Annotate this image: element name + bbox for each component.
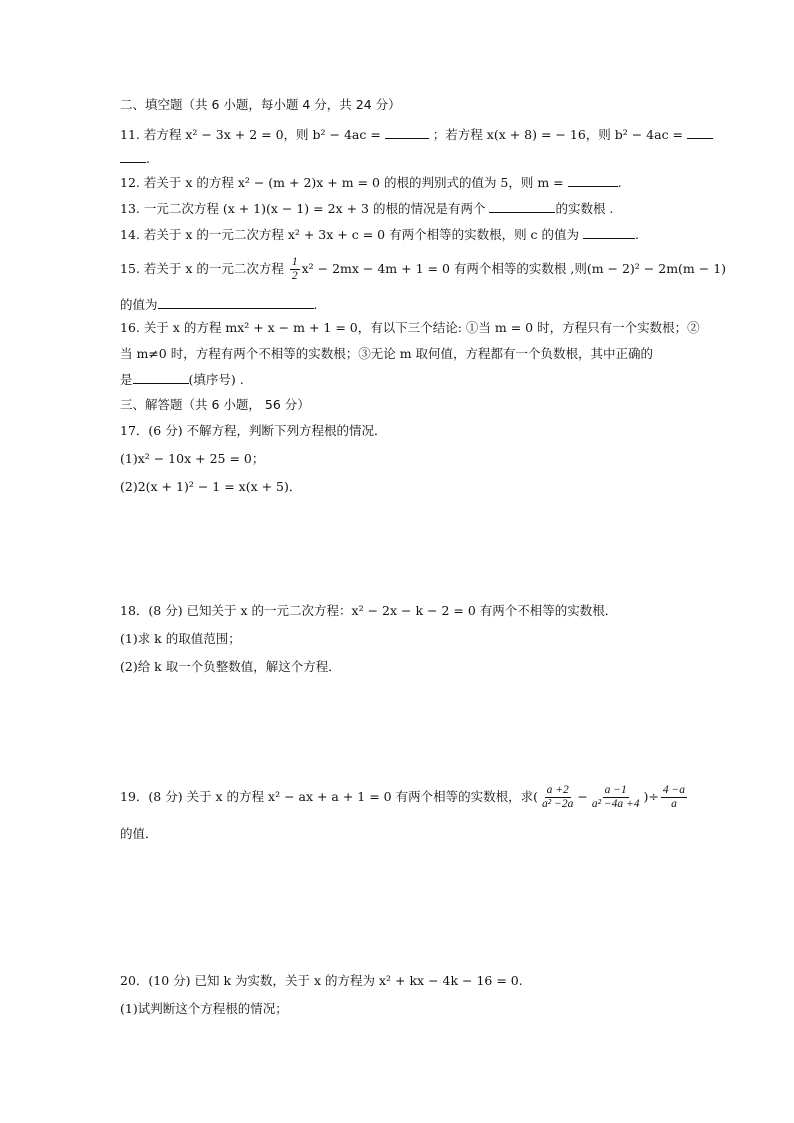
question-11-line1 <box>120 126 713 143</box>
answer-section-header: 三、解答题（共 6 小题， 56 分） <box>120 397 310 412</box>
q14-blank[interactable] <box>583 226 635 239</box>
q11-blank-1[interactable] <box>385 126 429 139</box>
q12-blank[interactable] <box>568 174 618 187</box>
q19-fraction-3 <box>661 784 687 811</box>
question-14 <box>120 226 639 243</box>
q16-line3-pre: 是 <box>120 372 133 387</box>
question-17-part1: (1)x² − 10x + 25 = 0； <box>120 451 265 466</box>
q19-minus: − <box>577 789 588 804</box>
q12-end: . <box>617 175 622 190</box>
q15-fraction <box>290 256 300 283</box>
question-18-title: 18．(8 分) 已知关于 x 的一元二次方程：x² − 2x − k − 2 = 0 有两个不相等的实数根． <box>120 603 618 618</box>
q15-frac-num: 1 <box>291 256 298 268</box>
q16-line3-post: (填序号) . <box>188 372 244 387</box>
q13-end: 的实数根 . <box>555 201 614 216</box>
q15-text-post: x² − 2mx − 4m + 1 = 0 有两个相等的实数根 ,则(m − 2)² − 2m(m − 1) <box>301 261 727 276</box>
q19-f1-den: a² −2a <box>541 798 574 810</box>
q19-fraction-2 <box>590 784 642 811</box>
q15-blank[interactable] <box>158 296 314 309</box>
q11-text-1: 11. 若方程 x² − 3x + 2 = 0，则 b² − 4ac = <box>120 127 381 142</box>
q19-fraction-1 <box>540 784 575 811</box>
question-19-line2: 的值． <box>120 826 158 841</box>
q19-f3-den: a <box>671 798 677 810</box>
fill-blank-section-header: 二、填空题（共 6 小题，每小题 4 分，共 24 分） <box>120 97 401 112</box>
q19-f1-num: a +2 <box>546 784 569 796</box>
question-12 <box>120 174 622 191</box>
question-19-line1 <box>120 780 689 814</box>
q14-end: . <box>635 227 639 242</box>
q13-text: 13. 一元二次方程 (x + 1)(x − 1) = 2x + 3 的根的情况是有两个 <box>120 201 486 216</box>
question-18-part2: (2)给 k 取一个负整数值，解这个方程． <box>120 659 341 674</box>
question-18-part1: (1)求 k 的取值范围； <box>120 631 241 646</box>
q15-text-pre: 15. 若关于 x 的一元二次方程 <box>120 261 284 276</box>
q19-f2-den: a² −4a +4 <box>591 798 640 810</box>
question-15-line2 <box>120 296 318 313</box>
q11-blank-2a[interactable] <box>687 126 713 139</box>
question-20-part1: (1)试判断这个方程根的情况； <box>120 1001 288 1016</box>
question-13 <box>120 200 613 217</box>
q11-end: . <box>146 151 150 166</box>
q16-blank[interactable] <box>133 371 189 384</box>
q11-blank-2b[interactable] <box>120 150 146 163</box>
question-11-line2 <box>120 150 150 167</box>
q15-line2: 的值为 <box>120 297 158 312</box>
q19-div: )÷ <box>643 789 659 804</box>
q19-f2-num: a −1 <box>604 784 627 796</box>
question-15-line1 <box>120 254 726 284</box>
q12-text: 12. 若关于 x 的方程 x² − (m + 2)x + m = 0 的根的判别式的值为 5，则 m = <box>120 175 564 190</box>
question-16-line2: 当 m≠0 时，方程有两个不相等的实数根；③无论 m 取何值，方程都有一个负数根，其中正确的 <box>120 346 654 361</box>
question-16-line1: 16. 关于 x 的方程 mx² + x − m + 1 = 0，有以下三个结论: ①当 m = 0 时，方程只有一个实数根；② <box>120 320 700 335</box>
question-17-title: 17．(6 分) 不解方程，判断下列方程根的情况． <box>120 423 387 438</box>
question-17-part2: (2)2(x + 1)² − 1 = x(x + 5)． <box>120 479 302 494</box>
q11-text-2: ；若方程 x(x + 8) = − 16，则 b² − 4ac = <box>432 127 684 142</box>
q15-frac-den: 2 <box>291 270 298 282</box>
q19-f3-num: 4 −a <box>662 784 686 796</box>
q19-text-pre: 19．(8 分) 关于 x 的方程 x² − ax + a + 1 = 0 有两个相等的实数根，求( <box>120 789 538 804</box>
question-16-line3 <box>120 371 244 388</box>
q13-blank[interactable] <box>489 200 555 213</box>
q15-end: . <box>313 297 318 312</box>
question-20-title: 20．(10 分) 已知 k 为实数，关于 x 的方程为 x² + kx − 4k − 16 = 0. <box>120 973 523 988</box>
q14-text: 14. 若关于 x 的一元二次方程 x² + 3x + c = 0 有两个相等的实数根，则 c 的值为 <box>120 227 580 242</box>
